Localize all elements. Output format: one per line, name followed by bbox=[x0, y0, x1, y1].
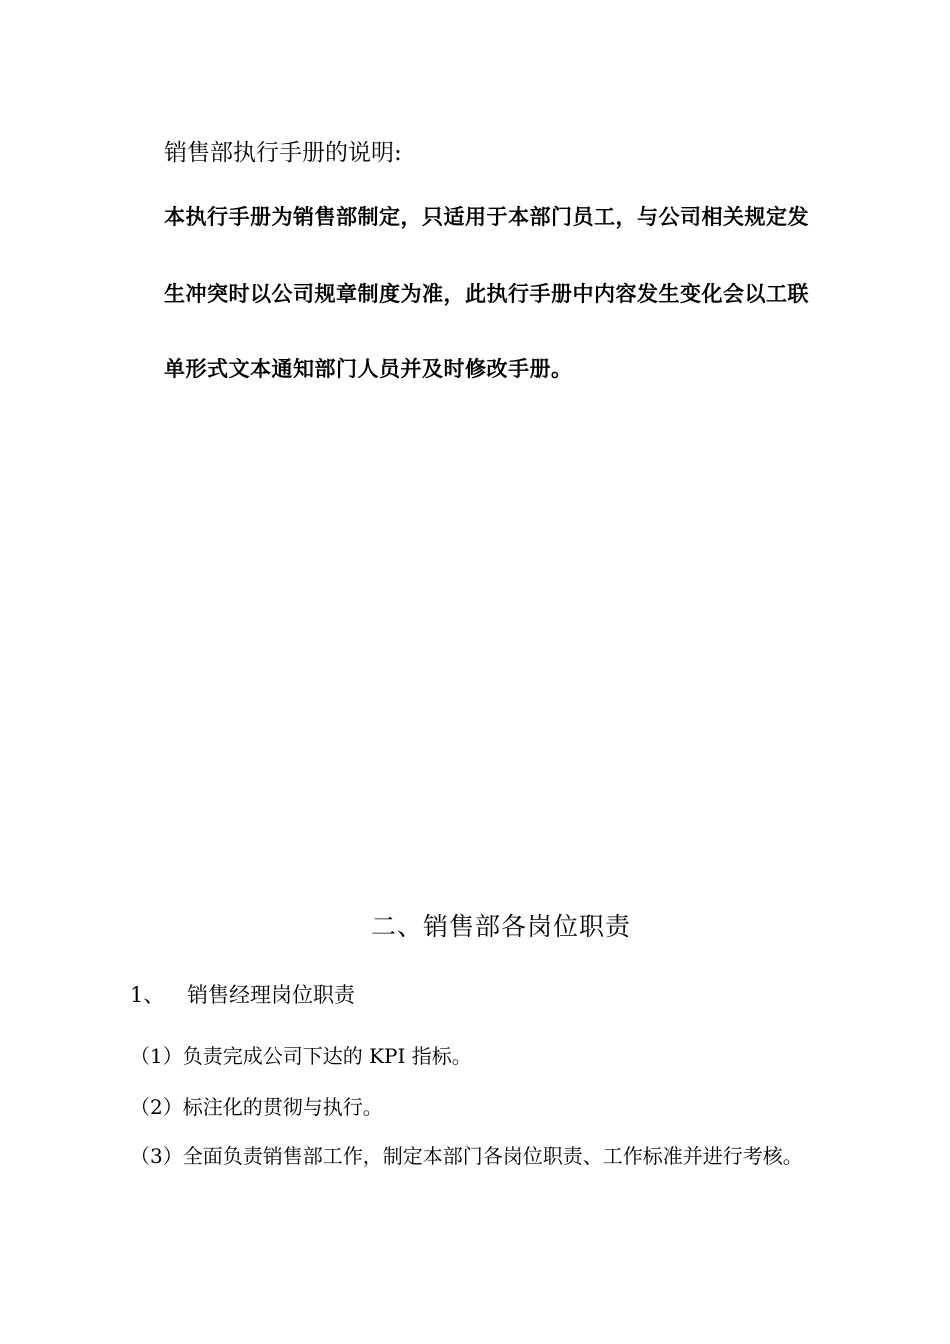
list-item-title: 销售经理岗位职责 bbox=[187, 983, 355, 1007]
duty-item: （1）负责完成公司下达的 KPI 指标。 bbox=[130, 1044, 472, 1068]
intro-paragraph-line: 本执行手册为销售部制定，只适用于本部门员工，与公司相关规定发 bbox=[164, 204, 809, 229]
duty-item: （3）全面负责销售部工作，制定本部门各岗位职责、工作标准并进行考核。 bbox=[130, 1144, 803, 1168]
list-item-number: 1、 bbox=[130, 983, 165, 1007]
duty-item: （2）标注化的贯彻与执行。 bbox=[130, 1095, 383, 1119]
section-heading: 二、销售部各岗位职责 bbox=[371, 912, 632, 941]
intro-paragraph-line: 生冲突时以公司规章制度为准，此执行手册中内容发生变化会以工联 bbox=[164, 281, 809, 306]
intro-paragraph-line: 单形式文本通知部门人员并及时修改手册。 bbox=[164, 356, 573, 381]
intro-heading: 销售部执行手册的说明: bbox=[164, 140, 402, 166]
